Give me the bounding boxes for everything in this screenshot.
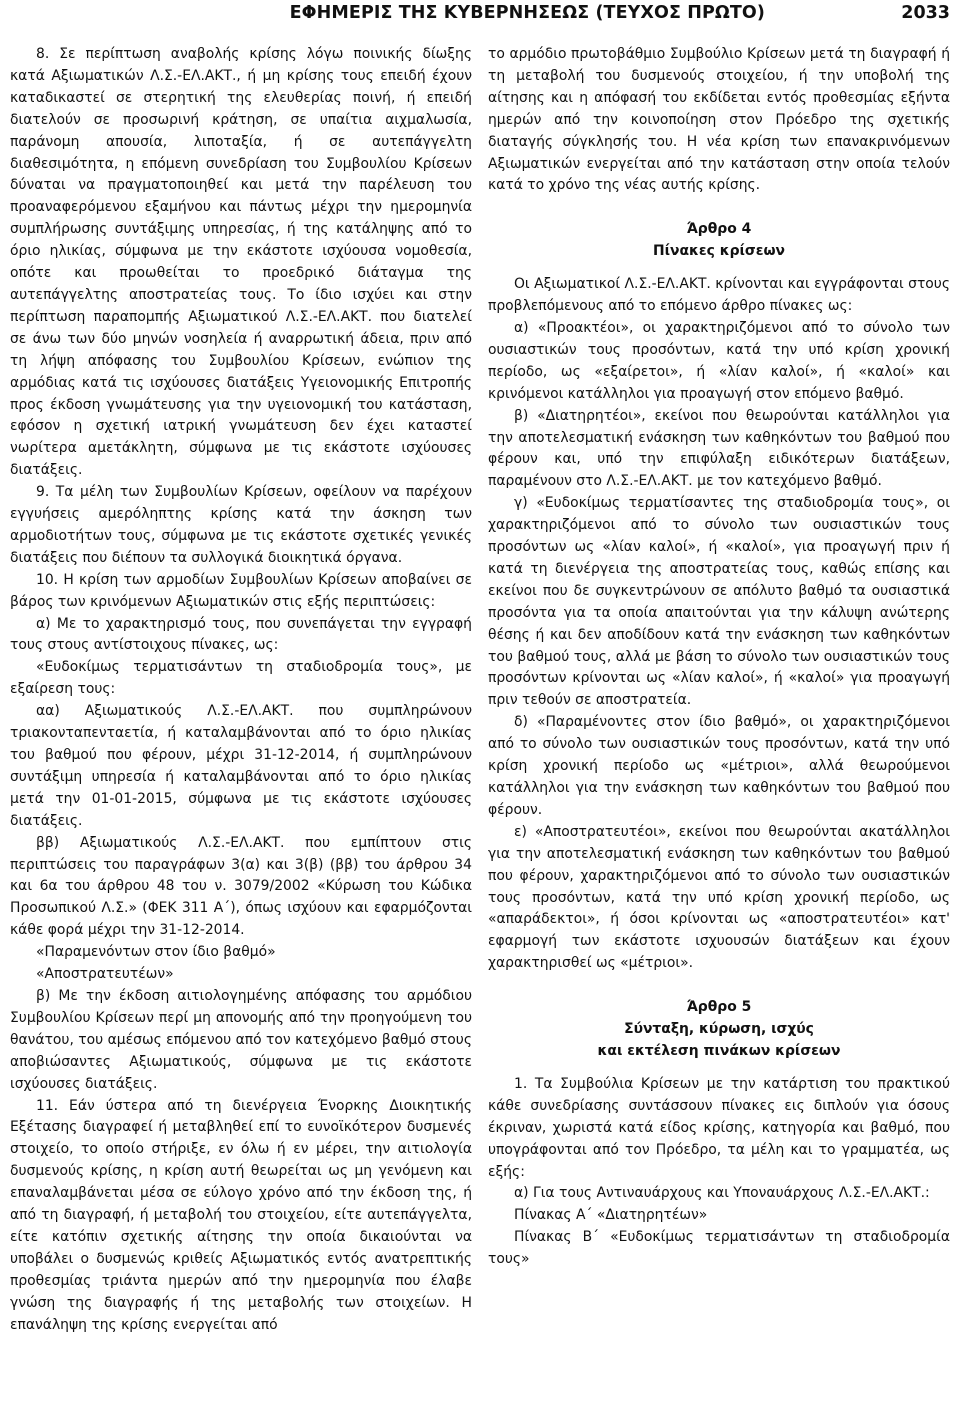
paragraph-10-b: β) Με την έκδοση αιτιολογημένης απόφασης του αρμόδιου Συμβουλίου Κρίσεων περί μη απονομής από την προηγούμενη του θανάτου, του αμέσως επόμενου από τον κατεχόμενο βαθμό στους αποβιώσαντες Αξιωματικούς, σύμφωνα με τις εκάστοτε ισχύουσες διατάξεις. <box>10 987 472 1092</box>
article-4-item-c: γ) «Ευδοκίμως τερματίσαντες της σταδιοδρομία τους», οι χαρακτηριζόμενοι από το σύνολο των ουσιαστικών τους προσόντων ως «λίαν καλοί», ή «καλοί», για προαγωγή πριν ή κατά τη διενέργεια της αποστρατείας τους, καθώς επίσης και εκείνοι που δε συγκεντρώνουν σε απόλυτο βαθμό τα ουσιαστικά προσόντα για τα οποία απαιτούνται για την κάλυψη ανώτερης θέσης ή και δεν αποδίδουν κατά την ενάσκηση των καθηκόντων του βαθμού τους, αλλά με βάση το σύνολο των ουσιαστικών τους προσόντων κρίνονται ως «λίαν καλοί», ή «καλοί» για προαγωγή πριν τεθούν σε αποστρατεία. <box>488 495 950 709</box>
paragraph-8: 8. Σε περίπτωση αναβολής κρίσης λόγω ποινικής δίωξης κατά Αξιωματικών Λ.Σ.-ΕΛ.ΑΚΤ., ή μη κρίσης τους επειδή έχουν καταδικαστεί σε στερητική της ελευθερίας ποινή, ή επειδή διατελούν σε προσωρινή κράτηση, σε υπαίτια αιχμαλωσία, παράνομη απουσία, λιποταξία, ή σε αυτεπάγγελτη διαθεσιμότητα, η επόμενη συνεδρίαση του Συμβουλίου Κρίσεων δύναται να πραγματοποιηθεί και μετά την παρέλευση του προαναφερόμενου εξαμήνου και πάντως μέχρι την ημερομηνία συμπλήρωσης συντάξιμης υπηρεσίας, ή της κατάληψης από το όριο ηλικίας, σύμφωνα με την εκάστοτε ισχύουσα νομοθεσία, οπότε και προωθείται το προεδρικό διάταγμα της αυτεπάγγελτης αποστρατείας τους. Το ίδιο ισχύει και στην περίπτωση παραπομπής Αξιωματικού Λ.Σ.-ΕΛ.ΑΚΤ. που διατελεί σε άνω των δύο μηνών νοσηλεία ή αναρρωτική άδεια, πριν από τη λήψη απόφασης του Συμβουλίου Κρίσεων, ενώπιον της αρμόδιας κατά τις ισχύουσες διατάξεις Υγειονομικής Επιτροπής προς έκδοση γνωμάτευσης για την υγειονομική του κατάσταση, εφόσον η σχετική ιατρική γνωμάτευση δεν έχει καταστεί νωρίτερα αμετάκλητη, σύμφωνα με τις εκάστοτε ισχύουσες διατάξεις. <box>10 46 472 479</box>
article-5-paragraph-1: 1. Τα Συμβούλια Κρίσεων με την κατάρτιση του πρακτικού κάθε συνεδρίασης συντάσσουν πίνακες εις διπλούν για όσους έκριναν, χωριστά κατά είδος κρίσης, κατηγορία και βαθμό, που υπογράφονται από τον Πρόεδρο, τα μέλη και το γραμματέα, ως εξής: <box>488 1075 950 1180</box>
paragraph-10-a-list-2: «Παραμενόντων στον ίδιο βαθμό» <box>36 944 276 961</box>
article-5-item-a: α) Για τους Αντιναυάρχους και Υποναυάρχους Λ.Σ.-ΕΛ.ΑΚΤ.: <box>514 1185 930 1202</box>
article-5-table-a: Πίνακας Α΄ «Διατηρητέων» <box>514 1207 708 1224</box>
left-column <box>10 44 472 1336</box>
page-number: 2033 <box>901 3 950 23</box>
article-5-table-b: Πίνακας Β΄ «Ευδοκίμως τερματισάντων τη σταδιοδρομία τους» <box>488 1229 950 1268</box>
gazette-title: ΕΦΗΜΕΡΙΣ ΤΗΣ ΚΥΒΕΡΝΗΣΕΩΣ (ΤΕΥΧΟΣ ΠΡΩΤΟ) <box>289 3 765 23</box>
paragraph-9: 9. Τα μέλη των Συμβουλίων Κρίσεων, οφείλουν να παρέχουν εγγυήσεις αμερόληπτης κρίσης κατά την άσκηση των αρμοδιοτήτων τους, σύμφωνα με τις εκάστοτε σχετικές γενικές διατάξεις που διέπουν τα συλλογικά διοικητικά όργανα. <box>10 484 472 566</box>
article-4-item-b: β) «Διατηρητέοι», εκείνοι που θεωρούνται κατάλληλοι για την αποτελεσματική ενάσκηση των καθηκόντων του βαθμού που φέρουν και, υπό την επιφύλαξη ειδικότερων διατάξεων, παραμένουν στο Λ.Σ.-ΕΛ.ΑΚΤ. με τον κατεχόμενο βαθμό. <box>488 407 950 490</box>
spacer <box>488 263 950 274</box>
page-header <box>0 0 960 40</box>
continuation-paragraph: το αρμόδιο πρωτοβάθμιο Συμβούλιο Κρίσεων μετά τη διαγραφή ή τη μεταβολή του δυσμενούς στοιχείου, ή την υποβολή της αίτησης και η απόφασή του εκδίδεται εντός προθεσμίας εξήντα ημερών από την κοινοποίηση στον Πρόεδρο της σχετικής διαταγής σύγκλησής του. Η νέα κρίση των επανακρινόμενων Αξιωματικών ενεργείται από την κατάσταση στην οποία τελούν κατά το χρόνο της νέας αυτής κρίσης. <box>488 46 950 194</box>
article-4-item-d: δ) «Παραμένοντες στον ίδιο βαθμό», οι χαρακτηριζόμενοι από το σύνολο των ουσιαστικών τους προσόντων, κατά την υπό κρίση χρονική περίοδο ως «μέτριοι», αλλά θεωρούμενοι κατάλληλοι για την ενάσκηση των καθηκόντων του βαθμού που φέρουν. <box>488 714 950 818</box>
paragraph-10-a: α) Με το χαρακτηρισμό τους, που συνεπάγεται την εγγραφή τους στους αντίστοιχους πίνακες, ως: <box>10 615 472 654</box>
paragraph-10-a-list-1: «Ευδοκίμως τερματισάντων τη σταδιοδρομία τους», με εξαίρεση τους: <box>10 659 472 698</box>
article-4-paragraph: Οι Αξιωματικοί Λ.Σ.-ΕΛ.ΑΚΤ. κρίνονται και εγγράφονται στους προβλεπόμενους από το επόμενο άρθρο πίνακες ως: <box>488 276 950 315</box>
paragraph-10-bb: ββ) Αξιωματικούς Λ.Σ.-ΕΛ.ΑΚΤ. που εμπίπτουν στις περιπτώσεις του παραγράφων 3(α) και 3(β) (ββ) του άρθρου 34 και 6α του άρθρου 48 του ν. 3079/2002 «Κύρωση του Κώδικα Προσωπικού Λ.Σ.» (ΦΕΚ 311 Α΄), όπως ισχύουν και εφαρμόζονται κάθε φορά μέχρι την 31-12-2014. <box>10 834 472 939</box>
right-column <box>488 44 950 1271</box>
article-5-heading: Άρθρο 5 <box>686 999 752 1016</box>
paragraph-11: 11. Εάν ύστερα από τη διενέργεια Ένορκης Διοικητικής Εξέτασης διαγραφεί ή μεταβληθεί επί το ευνοϊκότερον δυσμενές στοιχείο, το οποίο στήριξε, εν όλω ή εν μέρει, την αιτιολογία δυσμενούς κρίσης, η κρίση αυτή θεωρείται ως μη γενόμενη και επαναλαμβάνεται μέσα σε εύλογο χρόνο από την έκδοση της, ή από τη διαγραφή, ή μεταβολή του στοιχείου, είτε αυτεπάγγελτα, είτε κατόπιν σχετικής αίτησης την οποία δικαιούνται να υποβάλει ο δυσμενώς κριθείς Αξιωματικός εντός ανατρεπτικής προθεσμίας τριάντα ημερών από την ημερομηνία που έλαβε γνώση της διαγραφής ή της μεταβολής των στοιχείων. Η επανάληψη της κρίσης ενεργείται από <box>10 1097 472 1333</box>
article-4-heading: Άρθρο 4 <box>686 221 752 238</box>
paragraph-10-a-list-3: «Αποστρατευτέων» <box>36 966 174 983</box>
paragraph-10-aa: αα) Αξιωματικούς Λ.Σ.-ΕΛ.ΑΚΤ. που συμπληρώνουν τριακονταπενταετία, ή καταλαμβάνονται από το όριο ηλικίας του βαθμού που φέρουν, μέχρι 31-12-2014, ή συμπληρώνουν συντάξιμη υπηρεσία ή καταλαμβάνονται από το όριο ηλικίας μετά την 01-01-2015, σύμφωνα με τις εκάστοτε ισχύουσες διατάξεις. <box>10 703 472 829</box>
article-4-item-e: ε) «Αποστρατευτέοι», εκείνοι που θεωρούνται ακατάλληλοι για την αποτελεσματική ενάσκηση των καθηκόντων του βαθμού που φέρουν, χαρακτηριζόμενοι από το σύνολο των ουσιαστικών τους προσόντων, κατά την υπό κρίση χρονική περίοδο, ως «απαράδεκτοι», ή όσοι κρίνονται ως «αποστρατευτέοι» κατ' εφαρμογή των εκάστοτε ισχυουσών διατάξεων και έχουν χαρακτηρισθεί ως «μέτριοι». <box>488 823 950 972</box>
article-5-title-line-2: και εκτέλεση πινάκων κρίσεων <box>597 1042 841 1059</box>
spacer <box>488 197 950 219</box>
article-4-title: Πίνακες κρίσεων <box>652 243 786 260</box>
article-5-title-line-1: Σύνταξη, κύρωση, ισχύς <box>624 1021 814 1038</box>
spacer <box>488 1063 950 1074</box>
paragraph-10: 10. Η κρίση των αρμοδίων Συμβουλίων Κρίσεων αποβαίνει σε βάρος των κρινόμενων Αξιωματικών στις εξής περιπτώσεις: <box>10 571 472 610</box>
article-4-item-a: α) «Προακτέοι», οι χαρακτηριζόμενοι από το σύνολο των ουσιαστικών τους προσόντων, κατά την υπό κρίση χρονική περίοδο, ως «εξαίρετοι», ή «λίαν καλοί», ή «καλοί» και κρινόμενοι κατάλληλοι για προαγωγή στον επόμενο βαθμό. <box>488 319 950 402</box>
spacer <box>488 975 950 997</box>
